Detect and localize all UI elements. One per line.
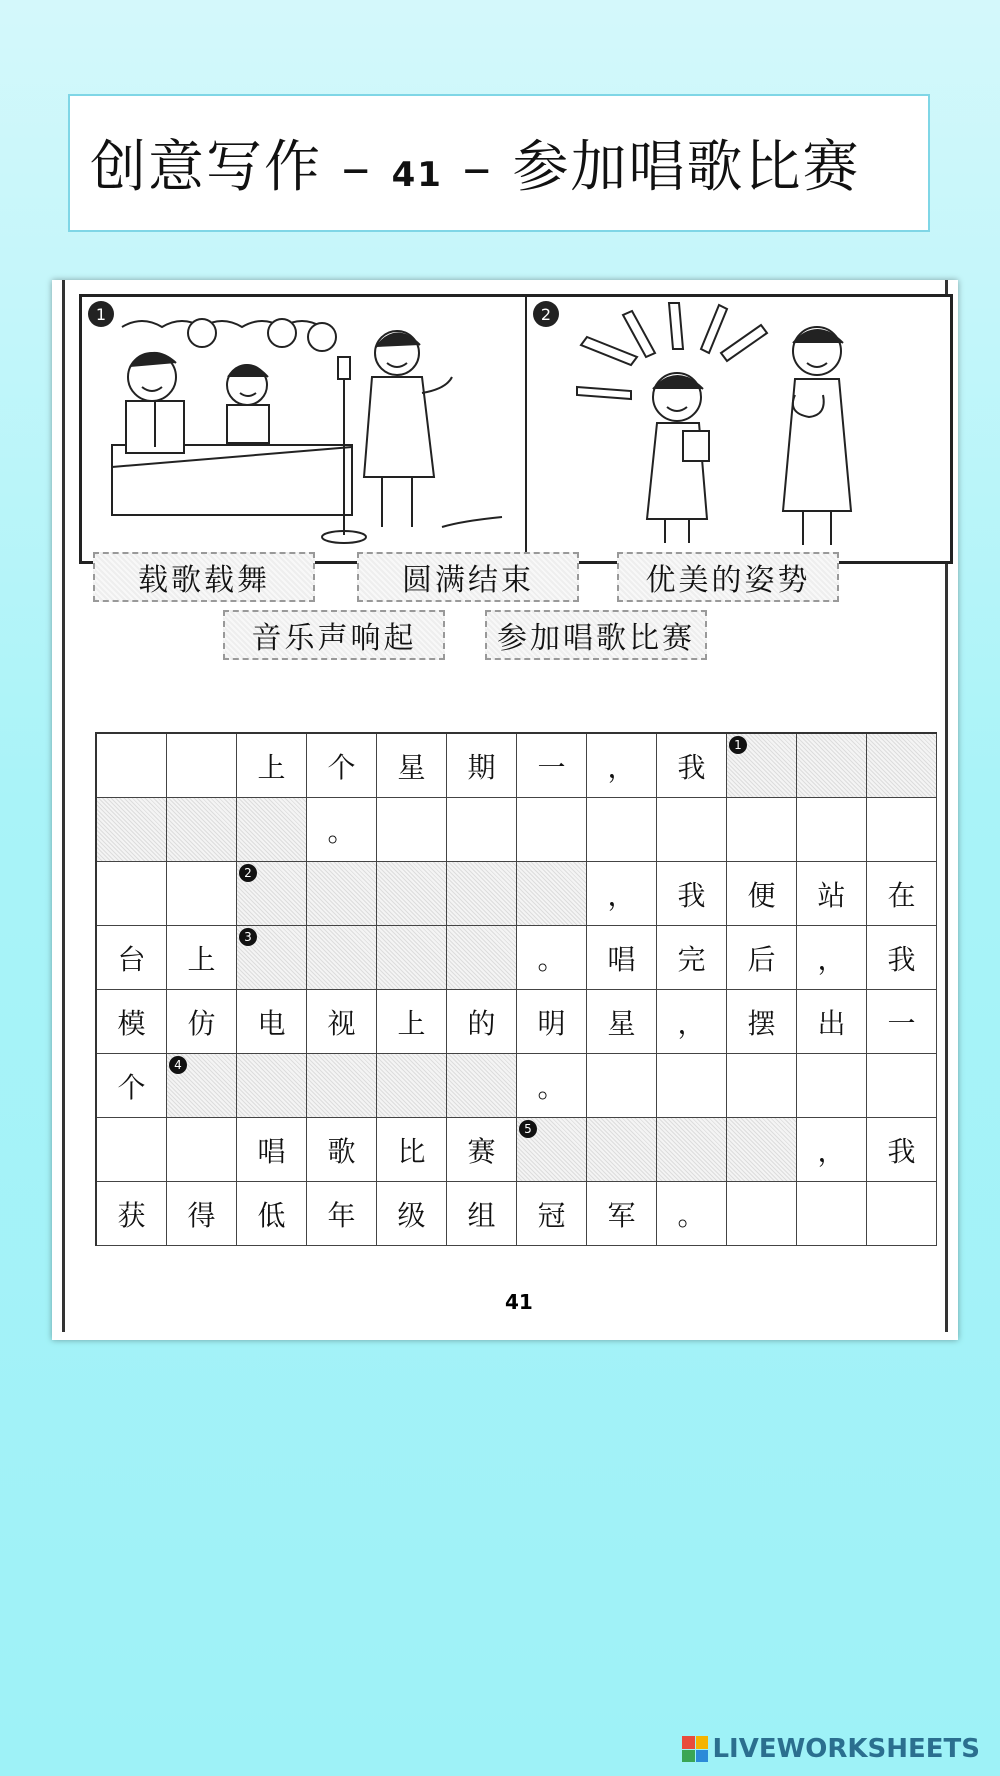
grid-cell: 一 — [517, 734, 587, 798]
grid-cell: 。 — [517, 1054, 587, 1118]
word-bank-chip[interactable]: 音乐声响起 — [223, 610, 445, 660]
answer-blank-cell[interactable] — [727, 1118, 797, 1182]
answer-blank-cell[interactable] — [307, 926, 377, 990]
grid-cell: 组 — [447, 1182, 517, 1246]
grid-cell: 唱 — [587, 926, 657, 990]
blank-number-badge: 3 — [239, 928, 257, 946]
grid-cell — [167, 1118, 237, 1182]
answer-blank-cell[interactable] — [447, 862, 517, 926]
grid-cell: ， — [587, 734, 657, 798]
answer-blank-cell[interactable] — [657, 1118, 727, 1182]
grid-cell — [447, 798, 517, 862]
grid-cell — [657, 798, 727, 862]
grid-cell: 年 — [307, 1182, 377, 1246]
answer-blank-cell[interactable] — [97, 798, 167, 862]
grid-cell: 得 — [167, 1182, 237, 1246]
grid-cell — [867, 798, 937, 862]
panel-number-badge: 2 — [533, 301, 559, 327]
singing-contest-illustration — [82, 297, 522, 559]
blank-number-badge: 5 — [519, 1120, 537, 1138]
grid-cell — [97, 734, 167, 798]
grid-cell: 个 — [307, 734, 377, 798]
grid-row — [97, 1182, 937, 1246]
answer-blank-cell[interactable] — [307, 862, 377, 926]
grid-cell: 低 — [237, 1182, 307, 1246]
grid-cell: 便 — [727, 862, 797, 926]
grid-cell: 完 — [657, 926, 727, 990]
grid-row — [97, 1118, 937, 1182]
grid-cell — [867, 1054, 937, 1118]
answer-blank-cell[interactable] — [517, 862, 587, 926]
grid-cell: 唱 — [237, 1118, 307, 1182]
page-number: 41 — [505, 1290, 533, 1314]
grid-cell: 个 — [97, 1054, 167, 1118]
panel-number-badge: 1 — [88, 301, 114, 327]
grid-cell: 一 — [867, 990, 937, 1054]
grid-cell — [657, 1054, 727, 1118]
grid-row — [97, 798, 937, 862]
grid-cell: 台 — [97, 926, 167, 990]
picture-panel-2 — [526, 294, 953, 564]
answer-blank-cell[interactable] — [237, 798, 307, 862]
grid-cell — [587, 1054, 657, 1118]
grid-cell: 歌 — [307, 1118, 377, 1182]
grid-cell: 摆 — [727, 990, 797, 1054]
title-number: 41 — [391, 155, 443, 195]
grid-cell — [587, 798, 657, 862]
grid-cell: 星 — [377, 734, 447, 798]
answer-blank-cell[interactable] — [237, 926, 307, 990]
answer-blank-cell[interactable] — [307, 1054, 377, 1118]
grid-cell: ， — [797, 1118, 867, 1182]
worksheet-frame — [62, 280, 948, 1332]
grid-cell — [167, 862, 237, 926]
word-bank-chip[interactable]: 圆满结束 — [357, 552, 579, 602]
answer-blank-cell[interactable] — [447, 926, 517, 990]
grid-cell: 仿 — [167, 990, 237, 1054]
grid-row — [97, 990, 937, 1054]
answer-blank-cell[interactable] — [587, 1118, 657, 1182]
grid-cell: 模 — [97, 990, 167, 1054]
worksheet-page — [52, 280, 958, 1340]
grid-row — [97, 926, 937, 990]
liveworksheets-logo-icon — [682, 1736, 708, 1762]
grid-cell — [797, 798, 867, 862]
writing-grid — [95, 732, 937, 1246]
answer-blank-cell[interactable] — [517, 1118, 587, 1182]
grid-cell: 我 — [657, 862, 727, 926]
grid-cell: 军 — [587, 1182, 657, 1246]
word-bank-chip[interactable]: 优美的姿势 — [617, 552, 839, 602]
grid-cell: 上 — [167, 926, 237, 990]
grid-cell: 级 — [377, 1182, 447, 1246]
answer-blank-cell[interactable] — [377, 926, 447, 990]
grid-cell — [727, 798, 797, 862]
grid-cell: 上 — [237, 734, 307, 798]
grid-cell — [517, 798, 587, 862]
answer-blank-cell[interactable] — [237, 862, 307, 926]
grid-row — [97, 862, 937, 926]
blank-number-badge: 2 — [239, 864, 257, 882]
grid-cell: 出 — [797, 990, 867, 1054]
grid-cell: 的 — [447, 990, 517, 1054]
grid-cell — [97, 1118, 167, 1182]
grid-cell — [727, 1054, 797, 1118]
grid-cell — [377, 798, 447, 862]
answer-blank-cell[interactable] — [797, 734, 867, 798]
grid-cell: 。 — [657, 1182, 727, 1246]
grid-cell: 电 — [237, 990, 307, 1054]
grid-cell: 我 — [657, 734, 727, 798]
answer-blank-cell[interactable] — [377, 862, 447, 926]
grid-cell: 我 — [867, 926, 937, 990]
grid-row — [97, 734, 937, 798]
liveworksheets-brand — [682, 1734, 980, 1764]
grid-cell: 我 — [867, 1118, 937, 1182]
grid-cell: 星 — [587, 990, 657, 1054]
grid-cell: 在 — [867, 862, 937, 926]
grid-cell: 上 — [377, 990, 447, 1054]
grid-cell — [97, 862, 167, 926]
answer-blank-cell[interactable] — [237, 1054, 307, 1118]
answer-blank-cell[interactable] — [167, 1054, 237, 1118]
brand-text: LIVEWORKSHEETS — [712, 1734, 980, 1764]
grid-cell: 赛 — [447, 1118, 517, 1182]
page-title: 创意写作 – 41 – 参加唱歌比赛 — [90, 135, 861, 200]
grid-cell: 期 — [447, 734, 517, 798]
grid-cell: 。 — [307, 798, 377, 862]
word-bank-chip[interactable]: 参加唱歌比赛 — [485, 610, 707, 660]
grid-cell: 比 — [377, 1118, 447, 1182]
grid-cell — [797, 1054, 867, 1118]
grid-cell — [167, 734, 237, 798]
grid-cell: 获 — [97, 1182, 167, 1246]
grid-cell: 站 — [797, 862, 867, 926]
grid-cell: 后 — [727, 926, 797, 990]
grid-cell: ， — [657, 990, 727, 1054]
answer-blank-cell[interactable] — [377, 1054, 447, 1118]
blank-number-badge: 4 — [169, 1056, 187, 1074]
grid-cell: 冠 — [517, 1182, 587, 1246]
grid-cell: 。 — [517, 926, 587, 990]
grid-cell: 明 — [517, 990, 587, 1054]
grid-row — [97, 1054, 937, 1118]
answer-blank-cell[interactable] — [867, 734, 937, 798]
answer-blank-cell[interactable] — [447, 1054, 517, 1118]
answer-blank-cell[interactable] — [727, 734, 797, 798]
grid-cell: ， — [587, 862, 657, 926]
grid-cell — [797, 1182, 867, 1246]
grid-cell: ， — [797, 926, 867, 990]
grid-cell: 视 — [307, 990, 377, 1054]
picture-panel-1 — [79, 294, 526, 564]
blank-number-badge: 1 — [729, 736, 747, 754]
grid-cell — [727, 1182, 797, 1246]
title-box — [68, 94, 930, 232]
grid-cell — [867, 1182, 937, 1246]
winner-celebration-illustration — [527, 297, 947, 559]
answer-blank-cell[interactable] — [167, 798, 237, 862]
word-bank-chip[interactable]: 载歌载舞 — [93, 552, 315, 602]
